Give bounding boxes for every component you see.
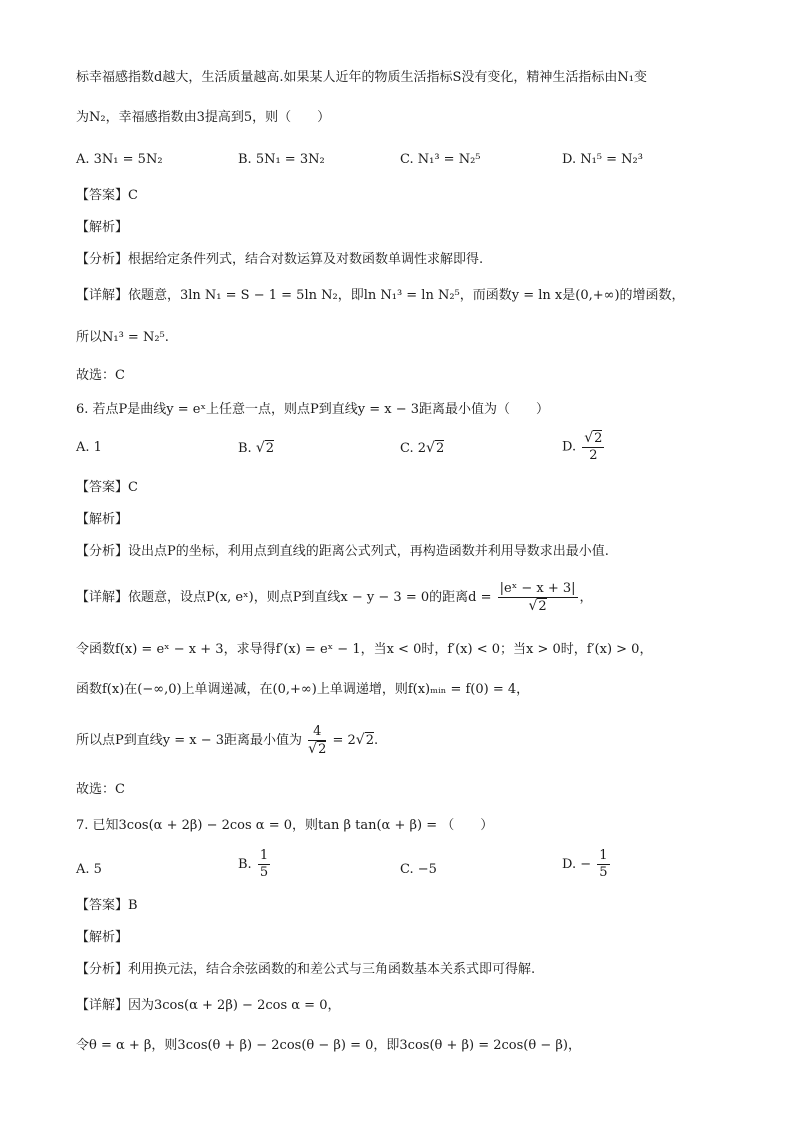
detail-6-monotonic: 函数f(x)在(−∞,0)上单调递减，在(0,+∞)上单调递增，则f(x)ₘᵢₙ = f(0) = 4，	[76, 682, 530, 697]
problem7-question: 7. 已知3cos(α + 2β) − 2cos α = 0，则tan β tan(α + β) = （ ）	[76, 818, 494, 833]
analysis-heading-7: 【解析】	[76, 930, 129, 945]
detail-7-substitution: 令θ = α + β，则3cos(θ + β) − 2cos(θ − β) = 0，即3cos(θ + β) = 2cos(θ − β)，	[76, 1038, 581, 1053]
distance-fraction: $\frac{\text{|eˣ − x + 3|}}{√2}$	[499, 580, 576, 614]
problem5-text-line1: 标幸福感指数d越大，生活质量越高.如果某人近年的物质生活指标S没有变化，精神生活指标由N₁变	[76, 70, 647, 85]
sqrt-icon: √	[355, 732, 365, 748]
option-b: B. $\frac{1}{5}$	[238, 848, 269, 880]
analysis-5: 【分析】根据给定条件列式，结合对数运算及对数函数单调性求解即得.	[76, 252, 484, 267]
option-a: A. 3N₁ = 5N₂	[76, 152, 163, 167]
sqrt-icon: √	[426, 440, 435, 456]
detail-5: 【详解】依题意，3ln N₁ = S − 1 = 5ln N₂，即ln N₁³ = ln N₂⁵，而函数y = ln x是(0,+∞)的增函数，	[76, 288, 685, 303]
detail-6-derivative: 令函数f(x) = eˣ − x + 3，求导得f′(x) = eˣ − 1，当x < 0时，f′(x) < 0；当x > 0时，f′(x) > 0，	[76, 642, 653, 657]
analysis-6: 【分析】设出点P的坐标，利用点到直线的距离公式列式，再构造函数并利用导数求出最小值.	[76, 544, 609, 559]
choice-6: 故选：C	[76, 782, 125, 797]
choice-5: 故选：C	[76, 368, 125, 383]
analysis-heading-5: 【解析】	[76, 220, 129, 235]
fraction: $\frac{1}{5}$	[599, 848, 608, 880]
conclusion-5: 所以N₁³ = N₂⁵.	[76, 330, 169, 345]
option-a: A. 1	[76, 440, 102, 455]
detail-7: 【详解】因为3cos(α + 2β) − 2cos α = 0，	[76, 998, 341, 1013]
option-c: C. N₁³ = N₂⁵	[400, 152, 481, 167]
detail-6: 【详解】依题意，设点P(x, eˣ)，则点P到直线x − y − 3 = 0的距离d = $\frac{\text{|eˣ − x + 3|}}{√2}$ ，	[76, 580, 593, 614]
option-b: B. 5N₁ = 3N₂	[238, 152, 325, 167]
detail-6-result: 所以点P到直线y = x − 3距离最小值为 $\frac{4}{√2}$ = 2√2.	[76, 723, 379, 757]
sqrt-icon: √	[255, 440, 265, 456]
sqrt-icon: √	[584, 430, 594, 446]
fraction: $\frac{1}{5}$	[259, 848, 269, 880]
sqrt-icon: √	[308, 740, 318, 757]
fraction: $\frac{√2}{2}$	[584, 430, 603, 463]
problem7-options	[76, 848, 716, 896]
answer-5: 【答案】C	[76, 188, 138, 203]
problem5-options	[76, 150, 716, 182]
option-d: D. $\frac{√2}{2}$	[562, 430, 603, 463]
sqrt-icon: √	[528, 597, 538, 614]
option-d: D. N₁⁵ = N₂³	[562, 152, 643, 167]
problem5-text-line2: 为N₂，幸福感指数由3提高到5，则（ ）	[76, 110, 331, 125]
answer-7: 【答案】B	[76, 898, 138, 913]
analysis-7: 【分析】利用换元法，结合余弦函数的和差公式与三角函数基本关系式即可得解.	[76, 962, 536, 977]
problem6-options	[76, 430, 716, 478]
option-b: B. √2	[238, 440, 275, 456]
option-c: C. −5	[400, 862, 437, 877]
option-c: C. 2√2	[400, 440, 445, 456]
analysis-heading-6: 【解析】	[76, 512, 129, 527]
answer-6: 【答案】C	[76, 480, 138, 495]
option-d: D. − $\frac{1}{5}$	[562, 848, 608, 880]
result-fraction: $\frac{4}{√2}$	[308, 723, 327, 757]
problem6-question: 6. 若点P是曲线y = eˣ上任意一点，则点P到直线y = x − 3距离最小值为（ ）	[76, 402, 549, 417]
option-a: A. 5	[76, 862, 102, 877]
